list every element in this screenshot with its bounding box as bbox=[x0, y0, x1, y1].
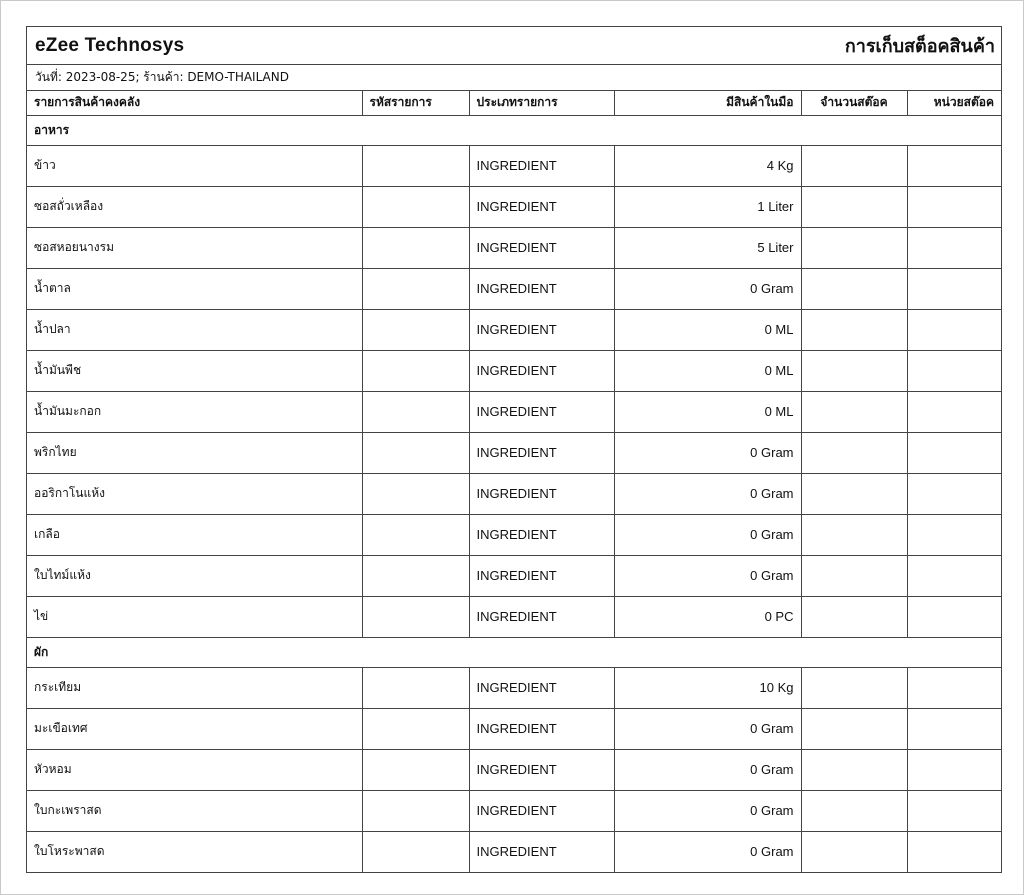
item-stock-qty bbox=[801, 268, 907, 309]
category-label: ผัก bbox=[27, 637, 1001, 667]
item-on-hand: 0 ML bbox=[614, 391, 801, 432]
item-code bbox=[362, 309, 469, 350]
column-header-on-hand: มีสินค้าในมือ bbox=[614, 91, 801, 115]
table-row bbox=[27, 350, 1001, 391]
table-row bbox=[27, 790, 1001, 831]
table-row bbox=[27, 145, 1001, 186]
item-on-hand: 10 Kg bbox=[614, 667, 801, 708]
item-on-hand: 0 Gram bbox=[614, 514, 801, 555]
item-type: INGREDIENT bbox=[469, 790, 614, 831]
item-stock-unit bbox=[907, 790, 1001, 831]
item-stock-unit bbox=[907, 145, 1001, 186]
item-stock-unit bbox=[907, 667, 1001, 708]
item-stock-qty bbox=[801, 227, 907, 268]
table-row bbox=[27, 432, 1001, 473]
item-name: น้ำมันมะกอก bbox=[27, 391, 362, 432]
item-name: ใบไทม์แห้ง bbox=[27, 555, 362, 596]
inventory-table bbox=[27, 91, 1001, 873]
item-type: INGREDIENT bbox=[469, 831, 614, 872]
table-header-row bbox=[27, 91, 1001, 115]
item-on-hand: 0 Gram bbox=[614, 473, 801, 514]
item-on-hand: 1 Liter bbox=[614, 186, 801, 227]
item-stock-unit bbox=[907, 555, 1001, 596]
item-name: ใบกะเพราสด bbox=[27, 790, 362, 831]
item-code bbox=[362, 596, 469, 637]
item-on-hand: 0 ML bbox=[614, 350, 801, 391]
item-name: หัวหอม bbox=[27, 749, 362, 790]
item-type: INGREDIENT bbox=[469, 708, 614, 749]
item-stock-unit bbox=[907, 309, 1001, 350]
category-row bbox=[27, 637, 1001, 667]
report-info bbox=[27, 65, 1001, 91]
item-name: น้ำมันพืช bbox=[27, 350, 362, 391]
item-stock-qty bbox=[801, 596, 907, 637]
report-title: การเก็บสต็อคสินค้า bbox=[844, 36, 995, 57]
item-stock-unit bbox=[907, 596, 1001, 637]
item-stock-qty bbox=[801, 790, 907, 831]
item-stock-qty bbox=[801, 514, 907, 555]
table-row bbox=[27, 514, 1001, 555]
item-code bbox=[362, 186, 469, 227]
item-stock-qty bbox=[801, 350, 907, 391]
item-code bbox=[362, 473, 469, 514]
table-row bbox=[27, 831, 1001, 872]
item-code bbox=[362, 268, 469, 309]
viewport-frame-left bbox=[0, 0, 1, 895]
item-type: INGREDIENT bbox=[469, 667, 614, 708]
category-row bbox=[27, 115, 1001, 145]
item-stock-unit bbox=[907, 514, 1001, 555]
item-type: INGREDIENT bbox=[469, 473, 614, 514]
item-stock-unit bbox=[907, 432, 1001, 473]
item-type: INGREDIENT bbox=[469, 145, 614, 186]
item-type: INGREDIENT bbox=[469, 749, 614, 790]
item-on-hand: 5 Liter bbox=[614, 227, 801, 268]
company-name: eZee Technosys bbox=[35, 34, 185, 56]
report-date-store: วันที่: 2023-08-25; ร้านค้า: DEMO-THAILAND bbox=[35, 70, 289, 84]
item-code bbox=[362, 432, 469, 473]
item-code bbox=[362, 790, 469, 831]
item-stock-unit bbox=[907, 391, 1001, 432]
item-type: INGREDIENT bbox=[469, 268, 614, 309]
item-name: ซอสหอยนางรม bbox=[27, 227, 362, 268]
viewport-frame-top bbox=[0, 0, 1024, 1]
column-header-item: รายการสินค้าคงคลัง bbox=[27, 91, 362, 115]
item-stock-unit bbox=[907, 749, 1001, 790]
item-stock-qty bbox=[801, 145, 907, 186]
item-name: เกลือ bbox=[27, 514, 362, 555]
item-on-hand: 0 Gram bbox=[614, 831, 801, 872]
category-label: อาหาร bbox=[27, 115, 1001, 145]
stock-report bbox=[26, 26, 1002, 873]
item-name: ใบโหระพาสด bbox=[27, 831, 362, 872]
table-row bbox=[27, 186, 1001, 227]
item-on-hand: 0 Gram bbox=[614, 268, 801, 309]
item-name: น้ำปลา bbox=[27, 309, 362, 350]
item-stock-qty bbox=[801, 432, 907, 473]
table-body bbox=[27, 115, 1001, 872]
item-code bbox=[362, 514, 469, 555]
item-on-hand: 0 Gram bbox=[614, 790, 801, 831]
item-stock-qty bbox=[801, 831, 907, 872]
table-row bbox=[27, 473, 1001, 514]
item-type: INGREDIENT bbox=[469, 555, 614, 596]
report-header bbox=[27, 27, 1001, 65]
item-on-hand: 0 ML bbox=[614, 309, 801, 350]
item-code bbox=[362, 667, 469, 708]
item-stock-qty bbox=[801, 555, 907, 596]
table-row bbox=[27, 667, 1001, 708]
item-stock-qty bbox=[801, 473, 907, 514]
table-row bbox=[27, 749, 1001, 790]
item-type: INGREDIENT bbox=[469, 432, 614, 473]
item-on-hand: 4 Kg bbox=[614, 145, 801, 186]
item-code bbox=[362, 145, 469, 186]
item-stock-qty bbox=[801, 708, 907, 749]
table-row bbox=[27, 309, 1001, 350]
item-name: ข้าว bbox=[27, 145, 362, 186]
item-code bbox=[362, 227, 469, 268]
item-type: INGREDIENT bbox=[469, 514, 614, 555]
item-stock-qty bbox=[801, 391, 907, 432]
item-stock-unit bbox=[907, 268, 1001, 309]
table-row bbox=[27, 227, 1001, 268]
table-row bbox=[27, 391, 1001, 432]
item-code bbox=[362, 749, 469, 790]
item-code bbox=[362, 350, 469, 391]
item-type: INGREDIENT bbox=[469, 596, 614, 637]
item-code bbox=[362, 708, 469, 749]
item-name: น้ำตาล bbox=[27, 268, 362, 309]
item-type: INGREDIENT bbox=[469, 186, 614, 227]
column-header-stock-qty: จำนวนสต๊อค bbox=[801, 91, 907, 115]
item-name: ซอสถั่วเหลือง bbox=[27, 186, 362, 227]
item-stock-unit bbox=[907, 831, 1001, 872]
item-stock-qty bbox=[801, 186, 907, 227]
table-row bbox=[27, 596, 1001, 637]
item-on-hand: 0 PC bbox=[614, 596, 801, 637]
item-name: พริกไทย bbox=[27, 432, 362, 473]
item-on-hand: 0 Gram bbox=[614, 432, 801, 473]
item-stock-unit bbox=[907, 350, 1001, 391]
item-stock-qty bbox=[801, 749, 907, 790]
item-stock-unit bbox=[907, 708, 1001, 749]
column-header-type: ประเภทรายการ bbox=[469, 91, 614, 115]
item-type: INGREDIENT bbox=[469, 227, 614, 268]
item-name: กระเทียม bbox=[27, 667, 362, 708]
item-stock-unit bbox=[907, 473, 1001, 514]
column-header-code: รหัสรายการ bbox=[362, 91, 469, 115]
item-name: ออริกาโนแห้ง bbox=[27, 473, 362, 514]
item-stock-unit bbox=[907, 227, 1001, 268]
item-code bbox=[362, 555, 469, 596]
column-header-stock-unit: หน่วยสต๊อค bbox=[907, 91, 1001, 115]
item-on-hand: 0 Gram bbox=[614, 749, 801, 790]
item-type: INGREDIENT bbox=[469, 309, 614, 350]
item-stock-qty bbox=[801, 309, 907, 350]
table-row bbox=[27, 268, 1001, 309]
item-stock-unit bbox=[907, 186, 1001, 227]
item-name: มะเขือเทศ bbox=[27, 708, 362, 749]
table-row bbox=[27, 555, 1001, 596]
item-on-hand: 0 Gram bbox=[614, 708, 801, 749]
item-stock-qty bbox=[801, 667, 907, 708]
item-on-hand: 0 Gram bbox=[614, 555, 801, 596]
item-name: ไข่ bbox=[27, 596, 362, 637]
table-row bbox=[27, 708, 1001, 749]
item-code bbox=[362, 391, 469, 432]
item-type: INGREDIENT bbox=[469, 350, 614, 391]
item-type: INGREDIENT bbox=[469, 391, 614, 432]
item-code bbox=[362, 831, 469, 872]
